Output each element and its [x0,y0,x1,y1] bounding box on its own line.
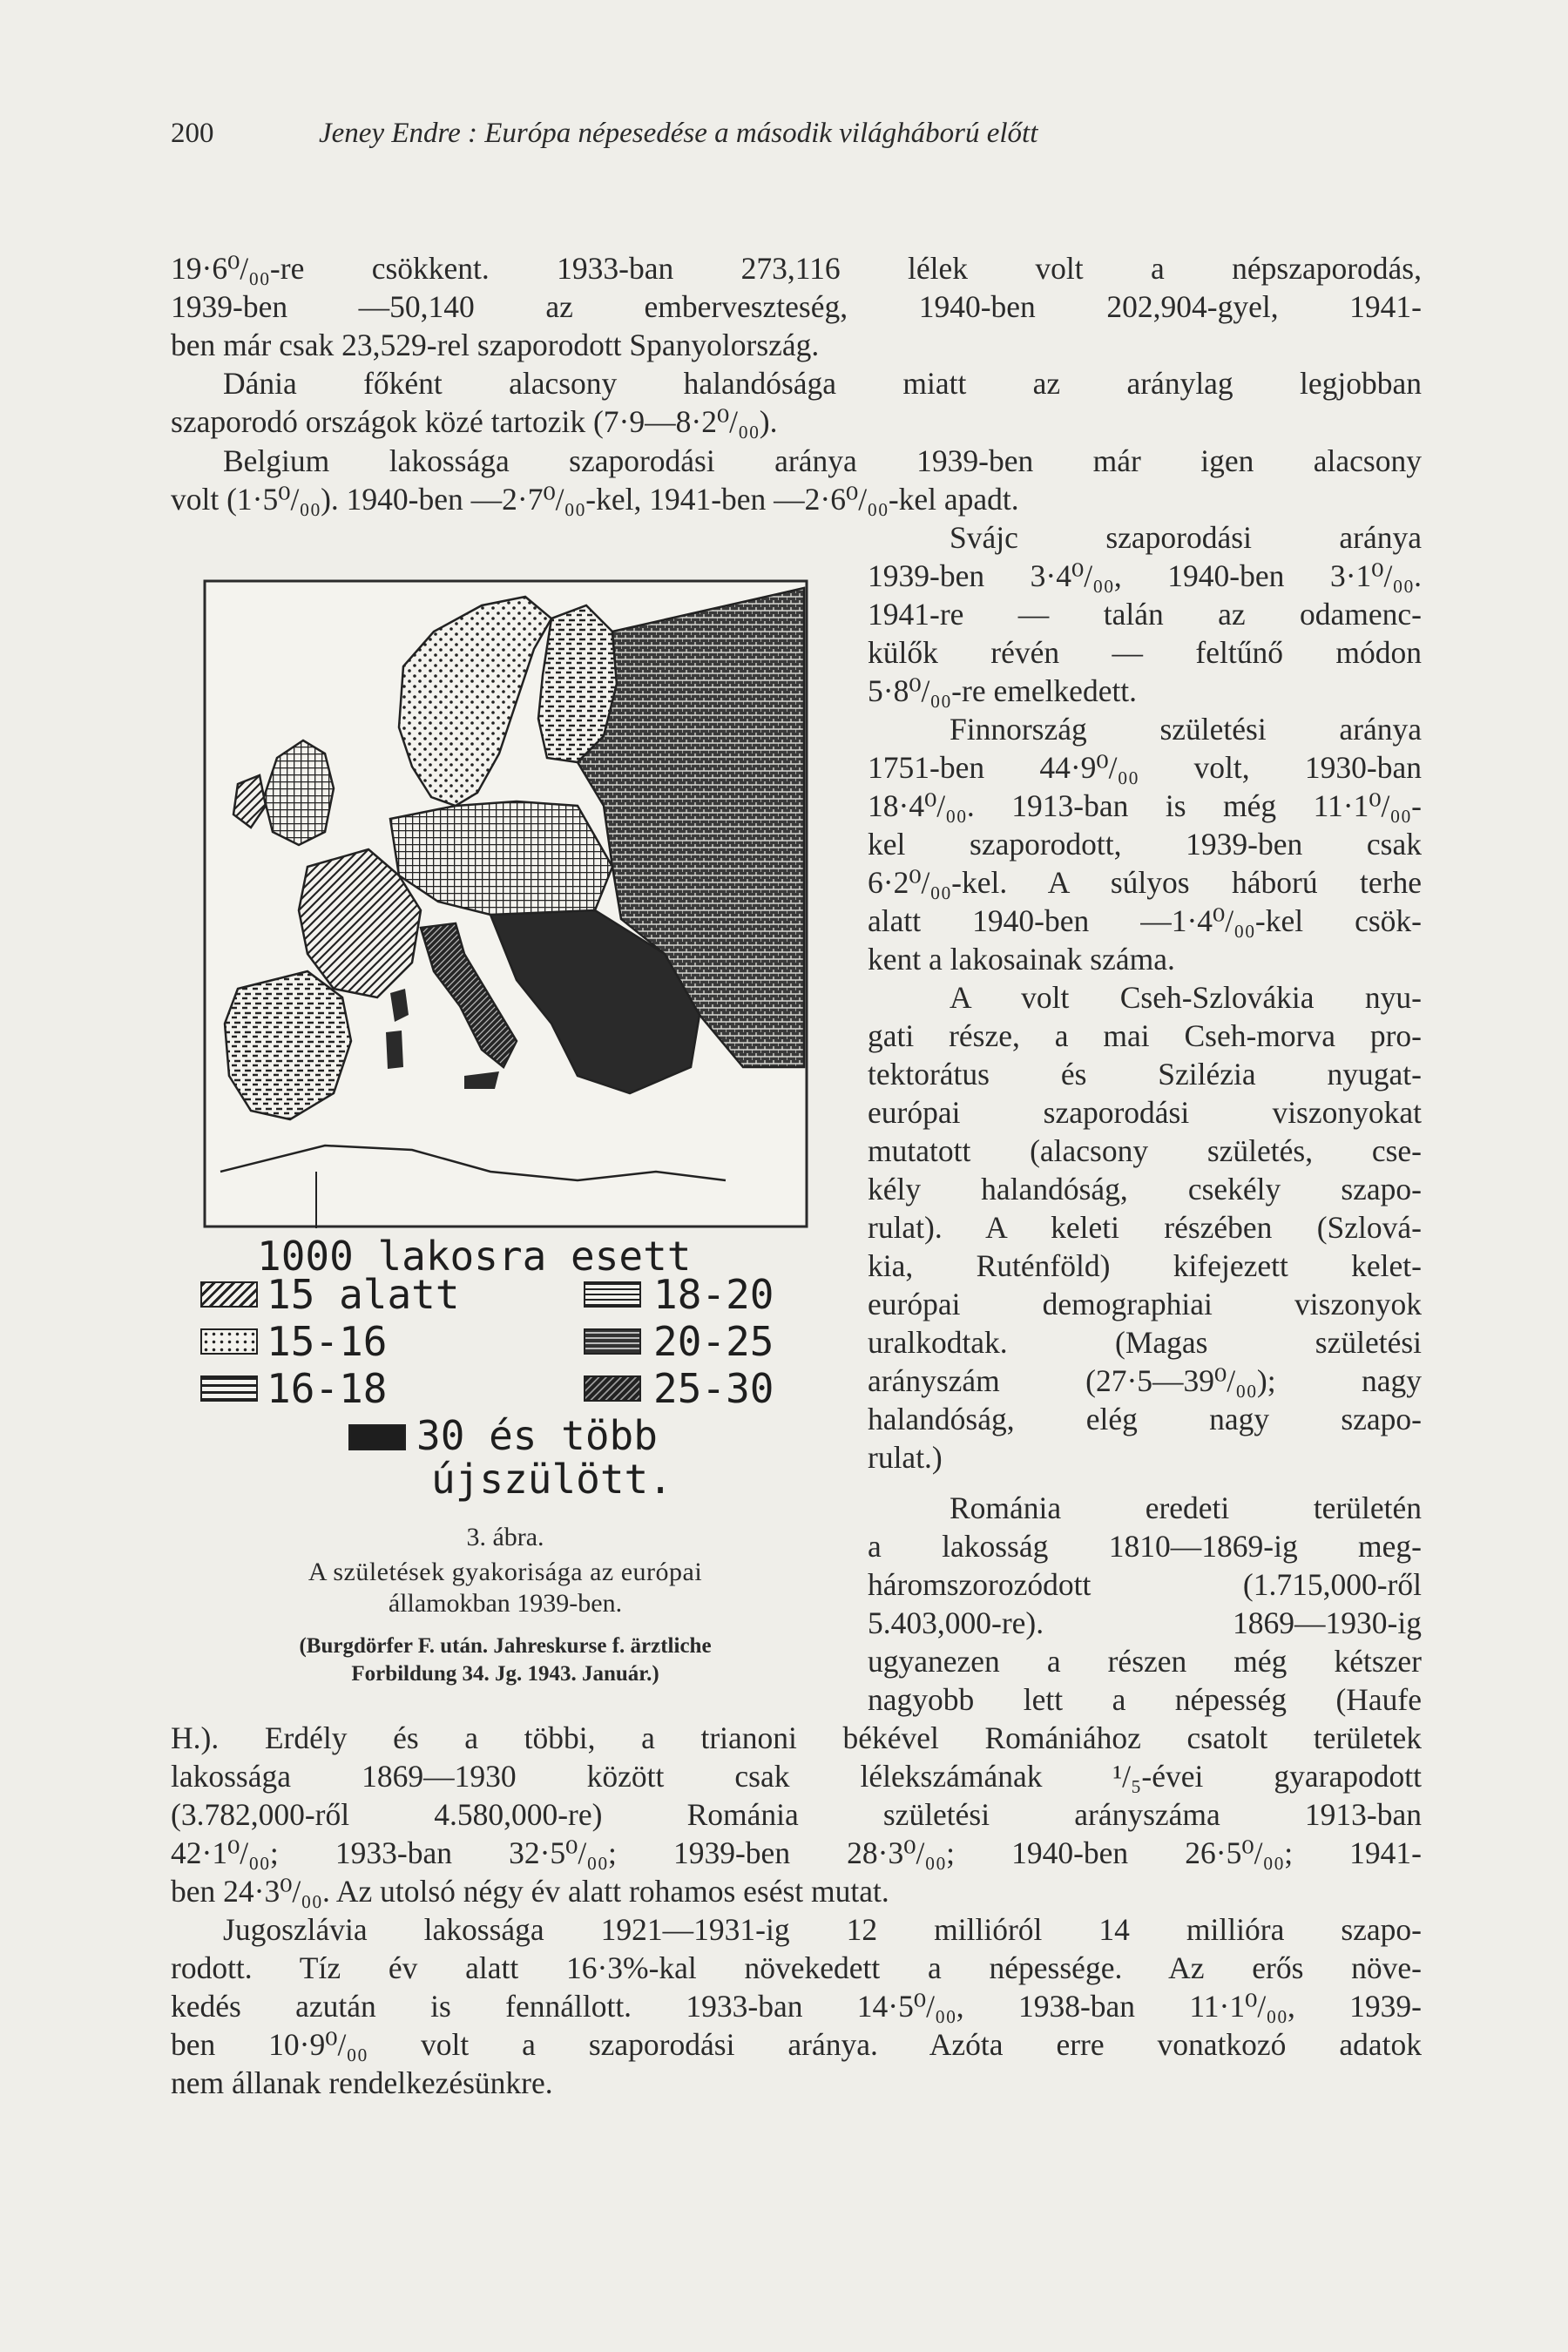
text-line: nem állanak rendelkezésünkre. [171,2065,553,2100]
text-line: külők révén — feltűnő módon [868,635,1422,670]
text-line: kély halandóság, csekély szapo- [868,1172,1422,1206]
figure-number: 3. ábra. [466,1523,544,1551]
text-line: volt (1·5⁰/₀₀). 1940-ben —2·7⁰/₀₀-kel, 1941-ben —2·6⁰/₀₀-kel apadt. [171,482,1019,517]
legend-swatch [584,1281,641,1308]
sardinia-island [386,1031,403,1069]
text-line: halandóság, elég nagy szapo- [868,1402,1422,1436]
text-line: Finnország születési aránya [950,712,1422,747]
text-line: kent a lakosainak száma. [868,942,1175,977]
text-line: Svájc szaporodási aránya [950,520,1422,555]
map-legend [200,1233,828,1511]
legend-label: 18-20 [653,1271,774,1318]
text-line: tektorátus és Szilézia nyugat- [868,1057,1422,1092]
text-line: 1939-ben —50,140 az emberveszteség, 1940-ben 202,904-gyel, 1941- [171,289,1422,324]
text-line: háromszorozódott (1.715,000-ről [868,1567,1422,1602]
text-line: 5.403,000-re). 1869—1930-ig [868,1605,1422,1640]
legend-swatch [584,1328,641,1355]
text-line: gati része, a mai Cseh-morva pro- [868,1018,1422,1053]
text-line: rodott. Tíz év alatt 16·3%-kal növekedett a népessége. Az erős növe- [171,1950,1422,1985]
text-line: A volt Cseh-Szlovákia nyu- [950,980,1422,1015]
text-line: lakossága 1869—1930 között csak lélekszámának ¹/₅-évei gyarapodott [171,1759,1422,1794]
page-number: 200 [171,118,214,149]
legend-swatch [348,1424,406,1450]
text-line: szaporodó országok közé tartozik (7·9—8·2⁰/₀₀). [171,404,778,439]
text-line: kia, Ruténföld) kifejezett kelet- [868,1248,1422,1283]
text-line: uralkodtak. (Magas születési [868,1325,1422,1360]
figure-source: Forbildung 34. Jg. 1943. Január.) [351,1662,659,1686]
text-line: Jugoszlávia lakossága 1921—1931-ig 12 millióról 14 millióra szapo- [223,1912,1422,1947]
legend-swatch [200,1375,258,1402]
text-line: ben 24·3⁰/₀₀. Az utolsó négy év alatt rohamos esést mutat. [171,1874,889,1909]
text-line: rulat.) [868,1440,943,1475]
text-line: Belgium lakossága szaporodási aránya 1939-ben már igen alacsony [223,443,1422,478]
text-line: ben már csak 23,529-rel szaporodott Spanyolország. [171,328,820,362]
text-line: európai demographiai viszonyok [868,1287,1422,1321]
text-line: Dánia főként alacsony halandósága miatt az aránylag legjobban [223,366,1422,401]
text-line: 19·6⁰/₀₀-re csökkent. 1933-ban 273,116 lélek volt a népszaporodás, [171,251,1422,286]
figure-caption: államokban 1939-ben. [388,1589,623,1618]
text-line: arányszám (27·5—39⁰/₀₀); nagy [868,1363,1422,1398]
running-title: Jeney Endre : Európa népesedése a második világháború előtt [319,118,1038,149]
legend-label: 15 alatt [267,1271,460,1318]
text-line: nagyobb lett a népesség (Haufe [868,1682,1422,1717]
text-line: 18·4⁰/₀₀. 1913-ban is még 11·1⁰/₀₀- [868,788,1422,823]
text-line: ben 10·9⁰/₀₀ volt a szaporodási aránya. Azóta erre vonatkozó adatok [171,2027,1422,2062]
europe-birth-rate-map [203,579,808,1228]
text-line: 6·2⁰/₀₀-kel. A súlyos háború terhe [868,865,1422,900]
text-line: 1941-re — talán az odamenc- [868,597,1422,632]
text-line: mutatott (alacsony születés, cse- [868,1133,1422,1168]
page-header [171,118,1286,152]
text-line: 5·8⁰/₀₀-re emelkedett. [868,673,1138,708]
legend-label: 30 és több [416,1412,658,1459]
text-line: Románia eredeti területén [950,1490,1422,1525]
text-line: rulat). A keleti részében (Szlová- [868,1210,1422,1245]
text-line: H.). Erdély és a többi, a trianoni békével Romániához csatolt területek [171,1720,1422,1755]
text-line: 1939-ben 3·4⁰/₀₀, 1940-ben 3·1⁰/₀₀. [868,558,1422,593]
legend-swatch [584,1375,641,1402]
legend-label: 25-30 [653,1365,774,1412]
legend-label: 20-25 [653,1318,774,1365]
text-line: európai szaporodási viszonyokat [868,1095,1422,1130]
legend-tail: újszülött. [431,1456,672,1503]
text-line: ugyanezen a részen még kétszer [868,1644,1422,1679]
text-line: alatt 1940-ben —1·4⁰/₀₀-kel csök- [868,903,1422,938]
legend-swatch [200,1328,258,1355]
text-line: kedés azután is fennállott. 1933-ban 14·5⁰/₀₀, 1938-ban 11·1⁰/₀₀, 1939- [171,1989,1422,2024]
text-line: (3.782,000-ről 4.580,000-re) Románia születési arányszáma 1913-ban [171,1797,1422,1832]
figure-source: (Burgdörfer F. után. Jahreskurse f. ärztliche [299,1634,712,1658]
text-line: 1751-ben 44·9⁰/₀₀ volt, 1930-ban [868,750,1422,785]
legend-swatch [200,1281,258,1308]
text-line: a lakosság 1810—1869-ig meg- [868,1529,1422,1564]
legend-label: 15-16 [267,1318,388,1365]
text-line: 42·1⁰/₀₀; 1933-ban 32·5⁰/₀₀; 1939-ben 28·3⁰/₀₀; 1940-ben 26·5⁰/₀₀; 1941- [171,1835,1422,1870]
figure-caption: A születések gyakorisága az európai [308,1558,703,1586]
legend-title: 1000 lakosra esett [257,1233,692,1280]
legend-label: 16-18 [267,1365,388,1412]
text-line: kel szaporodott, 1939-ben csak [868,827,1422,862]
